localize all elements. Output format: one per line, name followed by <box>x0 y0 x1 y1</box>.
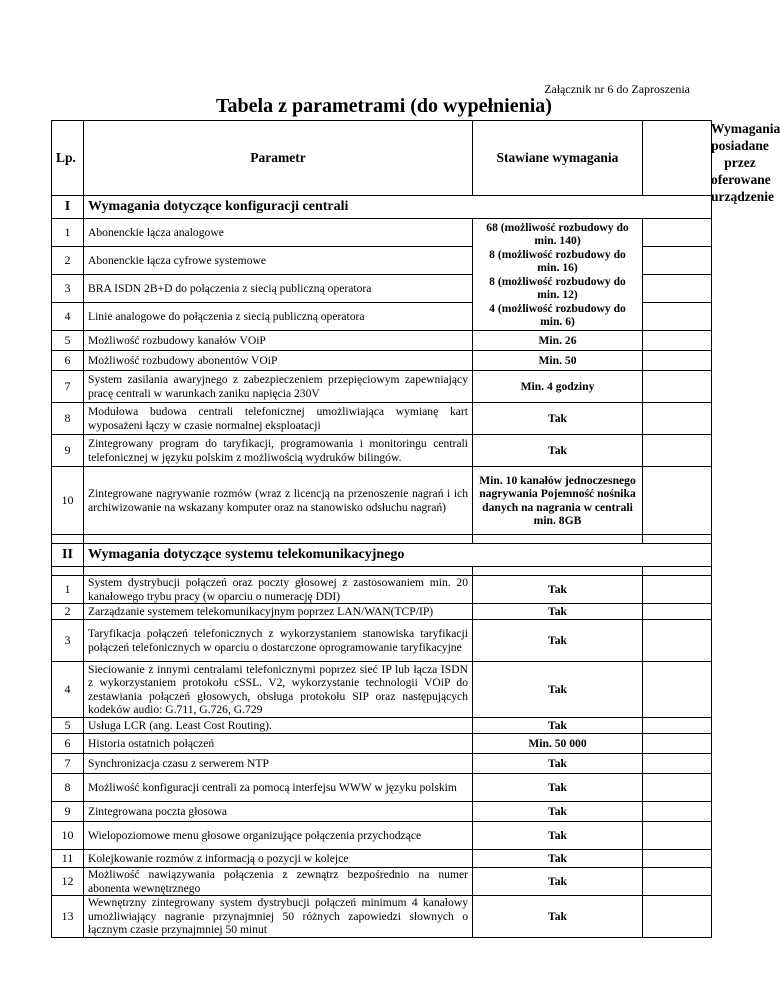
row-parameter: Kolejkowanie rozmów z informacją o pozycji w kolejce <box>84 850 473 868</box>
document-title: Tabela z parametrami (do wypełnienia) <box>216 95 552 117</box>
row-offered[interactable] <box>643 754 712 774</box>
row-offered[interactable] <box>643 576 712 604</box>
row-number: 6 <box>52 351 84 371</box>
table-row <box>52 371 712 403</box>
header-offered-cell <box>643 121 712 196</box>
table-row <box>52 331 712 351</box>
row-requirement: 8 (możliwość rozbudowy do min. 16) <box>489 247 626 274</box>
row-parameter: Możliwość nawiązywania połączenia z zewnątrz bezpośrednio na numer abonenta wewnętrznego <box>84 868 473 896</box>
row-parameter: Zintegrowany program do taryfikacji, programowania i monitoringu centrali telefonicznej w języku polskim z możliwością wydruków bilingów. <box>84 435 473 467</box>
section-number: I <box>52 196 84 219</box>
row-requirement: Tak <box>473 435 643 467</box>
row-number: 2 <box>52 604 84 620</box>
table-row <box>52 868 712 896</box>
row-requirement: Tak <box>473 802 643 822</box>
row-requirement: Tak <box>473 774 643 802</box>
table-row <box>52 774 712 802</box>
row-parameter: Usługa LCR (ang. Least Cost Routing). <box>84 718 473 734</box>
row-parameter: Możliwość konfiguracji centrali za pomocą interfejsu WWW w języku polskim <box>84 774 473 802</box>
row-number: 3 <box>52 620 84 662</box>
row-requirement: Tak <box>473 850 643 868</box>
section-number: II <box>52 544 84 567</box>
row-requirement: Tak <box>473 662 643 718</box>
table-row <box>52 467 712 535</box>
row-requirement: Tak <box>473 822 643 850</box>
row-number: 10 <box>52 467 84 535</box>
row-offered[interactable] <box>643 774 712 802</box>
table-row <box>52 662 712 718</box>
row-number: 7 <box>52 754 84 774</box>
row-requirement: Tak <box>473 403 643 435</box>
row-requirement: Tak <box>473 576 643 604</box>
row-requirement: Min. 50 000 <box>473 734 643 754</box>
table-row <box>52 604 712 620</box>
row-parameter: Modułowa budowa centrali telefonicznej umożliwiająca wymianę kart wyposażeni łączy w czasie normalnej eksploatacji <box>84 403 473 435</box>
row-number: 5 <box>52 718 84 734</box>
row-offered[interactable] <box>643 247 712 275</box>
row-offered[interactable] <box>643 403 712 435</box>
row-parameter: Abonenckie łącza analogowe <box>84 219 473 247</box>
table-row <box>52 576 712 604</box>
table-row <box>52 822 712 850</box>
row-number: 4 <box>52 303 84 331</box>
header-lp: Lp. <box>52 121 84 196</box>
table-row <box>52 219 712 247</box>
row-requirement: 8 (możliwość rozbudowy do min. 12) <box>489 274 626 301</box>
row-requirement: Tak <box>473 604 643 620</box>
row-parameter: Taryfikacja połączeń telefonicznych z wykorzystaniem stanowiska taryfikacji połączeń telefonicznych w oparciu o dostarczone oprogramowanie taryfikacyjne <box>84 620 473 662</box>
row-requirement: Tak <box>473 754 643 774</box>
row-requirement: Tak <box>473 718 643 734</box>
row-requirement: Tak <box>473 868 643 896</box>
parameters-table <box>51 120 712 938</box>
row-parameter: System dystrybucji połączeń oraz poczty głosowej z zastosowaniem min. 20 kanałowego trybu pracy (w oparciu o numerację DDI) <box>84 576 473 604</box>
row-requirement: Min. 4 godziny <box>473 371 643 403</box>
row-offered[interactable] <box>643 896 712 938</box>
row-parameter: BRA ISDN 2B+D do połączenia z siecią publiczną operatora <box>84 275 473 303</box>
section-row <box>52 196 712 219</box>
row-requirement: 4 (możliwość rozbudowy do min. 6) <box>489 301 626 328</box>
table-row <box>52 850 712 868</box>
table-row <box>52 754 712 774</box>
row-parameter: Linie analogowe do połączenia z siecią publiczną operatora <box>84 303 473 331</box>
row-offered[interactable] <box>643 868 712 896</box>
row-number: 8 <box>52 403 84 435</box>
table-row <box>52 896 712 938</box>
row-requirement: Tak <box>473 896 643 938</box>
row-number: 6 <box>52 734 84 754</box>
row-offered[interactable] <box>643 802 712 822</box>
row-offered[interactable] <box>643 850 712 868</box>
table-row <box>52 802 712 822</box>
row-requirement: Min. 26 <box>473 331 643 351</box>
row-offered[interactable] <box>643 822 712 850</box>
table-row <box>52 620 712 662</box>
row-offered[interactable] <box>643 604 712 620</box>
row-offered[interactable] <box>643 435 712 467</box>
row-requirement-group <box>473 219 643 331</box>
row-offered[interactable] <box>643 734 712 754</box>
table-row <box>52 734 712 754</box>
row-number: 2 <box>52 247 84 275</box>
spacer-row <box>52 535 712 544</box>
row-offered[interactable] <box>643 219 712 247</box>
row-number: 1 <box>52 576 84 604</box>
row-offered[interactable] <box>643 662 712 718</box>
row-number: 11 <box>52 850 84 868</box>
section-title: Wymagania dotyczące konfiguracji centrali <box>84 196 712 219</box>
row-parameter: Zintegrowana poczta głosowa <box>84 802 473 822</box>
row-offered[interactable] <box>643 371 712 403</box>
row-parameter: Sieciowanie z innymi centralami telefonicznymi poprzez sieć IP lub łącza ISDN z wykorzystaniem protokołu cSSL. V2, wykorzystanie technologii VOiP do zestawiania połączeń głosowych, obsługa protokołu SIP oraz następujących kodeków audio: G.711, G.726, G.729 <box>84 662 473 718</box>
row-offered[interactable] <box>643 467 712 535</box>
annex-note: Załącznik nr 6 do Zaproszenia <box>544 82 690 96</box>
row-number: 10 <box>52 822 84 850</box>
header-parameter: Parametr <box>84 121 473 196</box>
row-number: 4 <box>52 662 84 718</box>
row-number: 1 <box>52 219 84 247</box>
row-requirement: 68 (możliwość rozbudowy do min. 140) <box>486 220 629 247</box>
row-parameter: Możliwość rozbudowy kanałów VOiP <box>84 331 473 351</box>
header-offered-requirements: Wymagania posiadane przez oferowane urządzenie <box>711 121 780 204</box>
table-header-row <box>52 121 712 196</box>
section-row <box>52 544 712 567</box>
row-offered[interactable] <box>643 351 712 371</box>
table-row <box>52 403 712 435</box>
row-parameter: Wewnętrzny zintegrowany system dystrybucji połączeń minimum 4 kanałowy umożliwiający nagranie przynajmniej 50 różnych zapowiedzi słownych o łącznym czasie przynajmniej 50 minut <box>84 896 473 938</box>
row-requirement: Min. 50 <box>473 351 643 371</box>
row-offered[interactable] <box>643 718 712 734</box>
row-number: 8 <box>52 774 84 802</box>
spacer-row <box>52 567 712 576</box>
row-number: 9 <box>52 435 84 467</box>
row-parameter: Wielopoziomowe menu głosowe organizujące połączenia przychodzące <box>84 822 473 850</box>
row-parameter: Abonenckie łącza cyfrowe systemowe <box>84 247 473 275</box>
row-number: 5 <box>52 331 84 351</box>
row-parameter: Zintegrowane nagrywanie rozmów (wraz z licencją na przenoszenie nagrań i ich archiwizowanie na wskazany komputer oraz na stanowisko odsłuchu nagrań) <box>84 467 473 535</box>
row-parameter: Możliwość rozbudowy abonentów VOiP <box>84 351 473 371</box>
section-title: Wymagania dotyczące systemu telekomunikacyjnego <box>84 544 712 567</box>
row-number: 7 <box>52 371 84 403</box>
row-number: 9 <box>52 802 84 822</box>
row-requirement: Min. 10 kanałów jednoczesnego nagrywania Pojemność nośnika danych na nagrania w centrali min. 8GB <box>473 467 643 535</box>
row-requirement: Tak <box>473 620 643 662</box>
table-row <box>52 435 712 467</box>
table-row <box>52 351 712 371</box>
row-offered[interactable] <box>643 275 712 303</box>
row-number: 13 <box>52 896 84 938</box>
row-parameter: Zarządzanie systemem telekomunikacyjnym poprzez LAN/WAN(TCP/IP) <box>84 604 473 620</box>
row-number: 12 <box>52 868 84 896</box>
row-offered[interactable] <box>643 331 712 351</box>
row-parameter: System zasilania awaryjnego z zabezpieczeniem przepięciowym zapewniający pracę centrali w warunkach zaniku napięcia 230V <box>84 371 473 403</box>
row-parameter: Historia ostatnich połączeń <box>84 734 473 754</box>
row-parameter: Synchronizacja czasu z serwerem NTP <box>84 754 473 774</box>
row-offered[interactable] <box>643 303 712 331</box>
header-requirements: Stawiane wymagania <box>473 121 643 196</box>
row-offered[interactable] <box>643 620 712 662</box>
table-row <box>52 718 712 734</box>
row-number: 3 <box>52 275 84 303</box>
